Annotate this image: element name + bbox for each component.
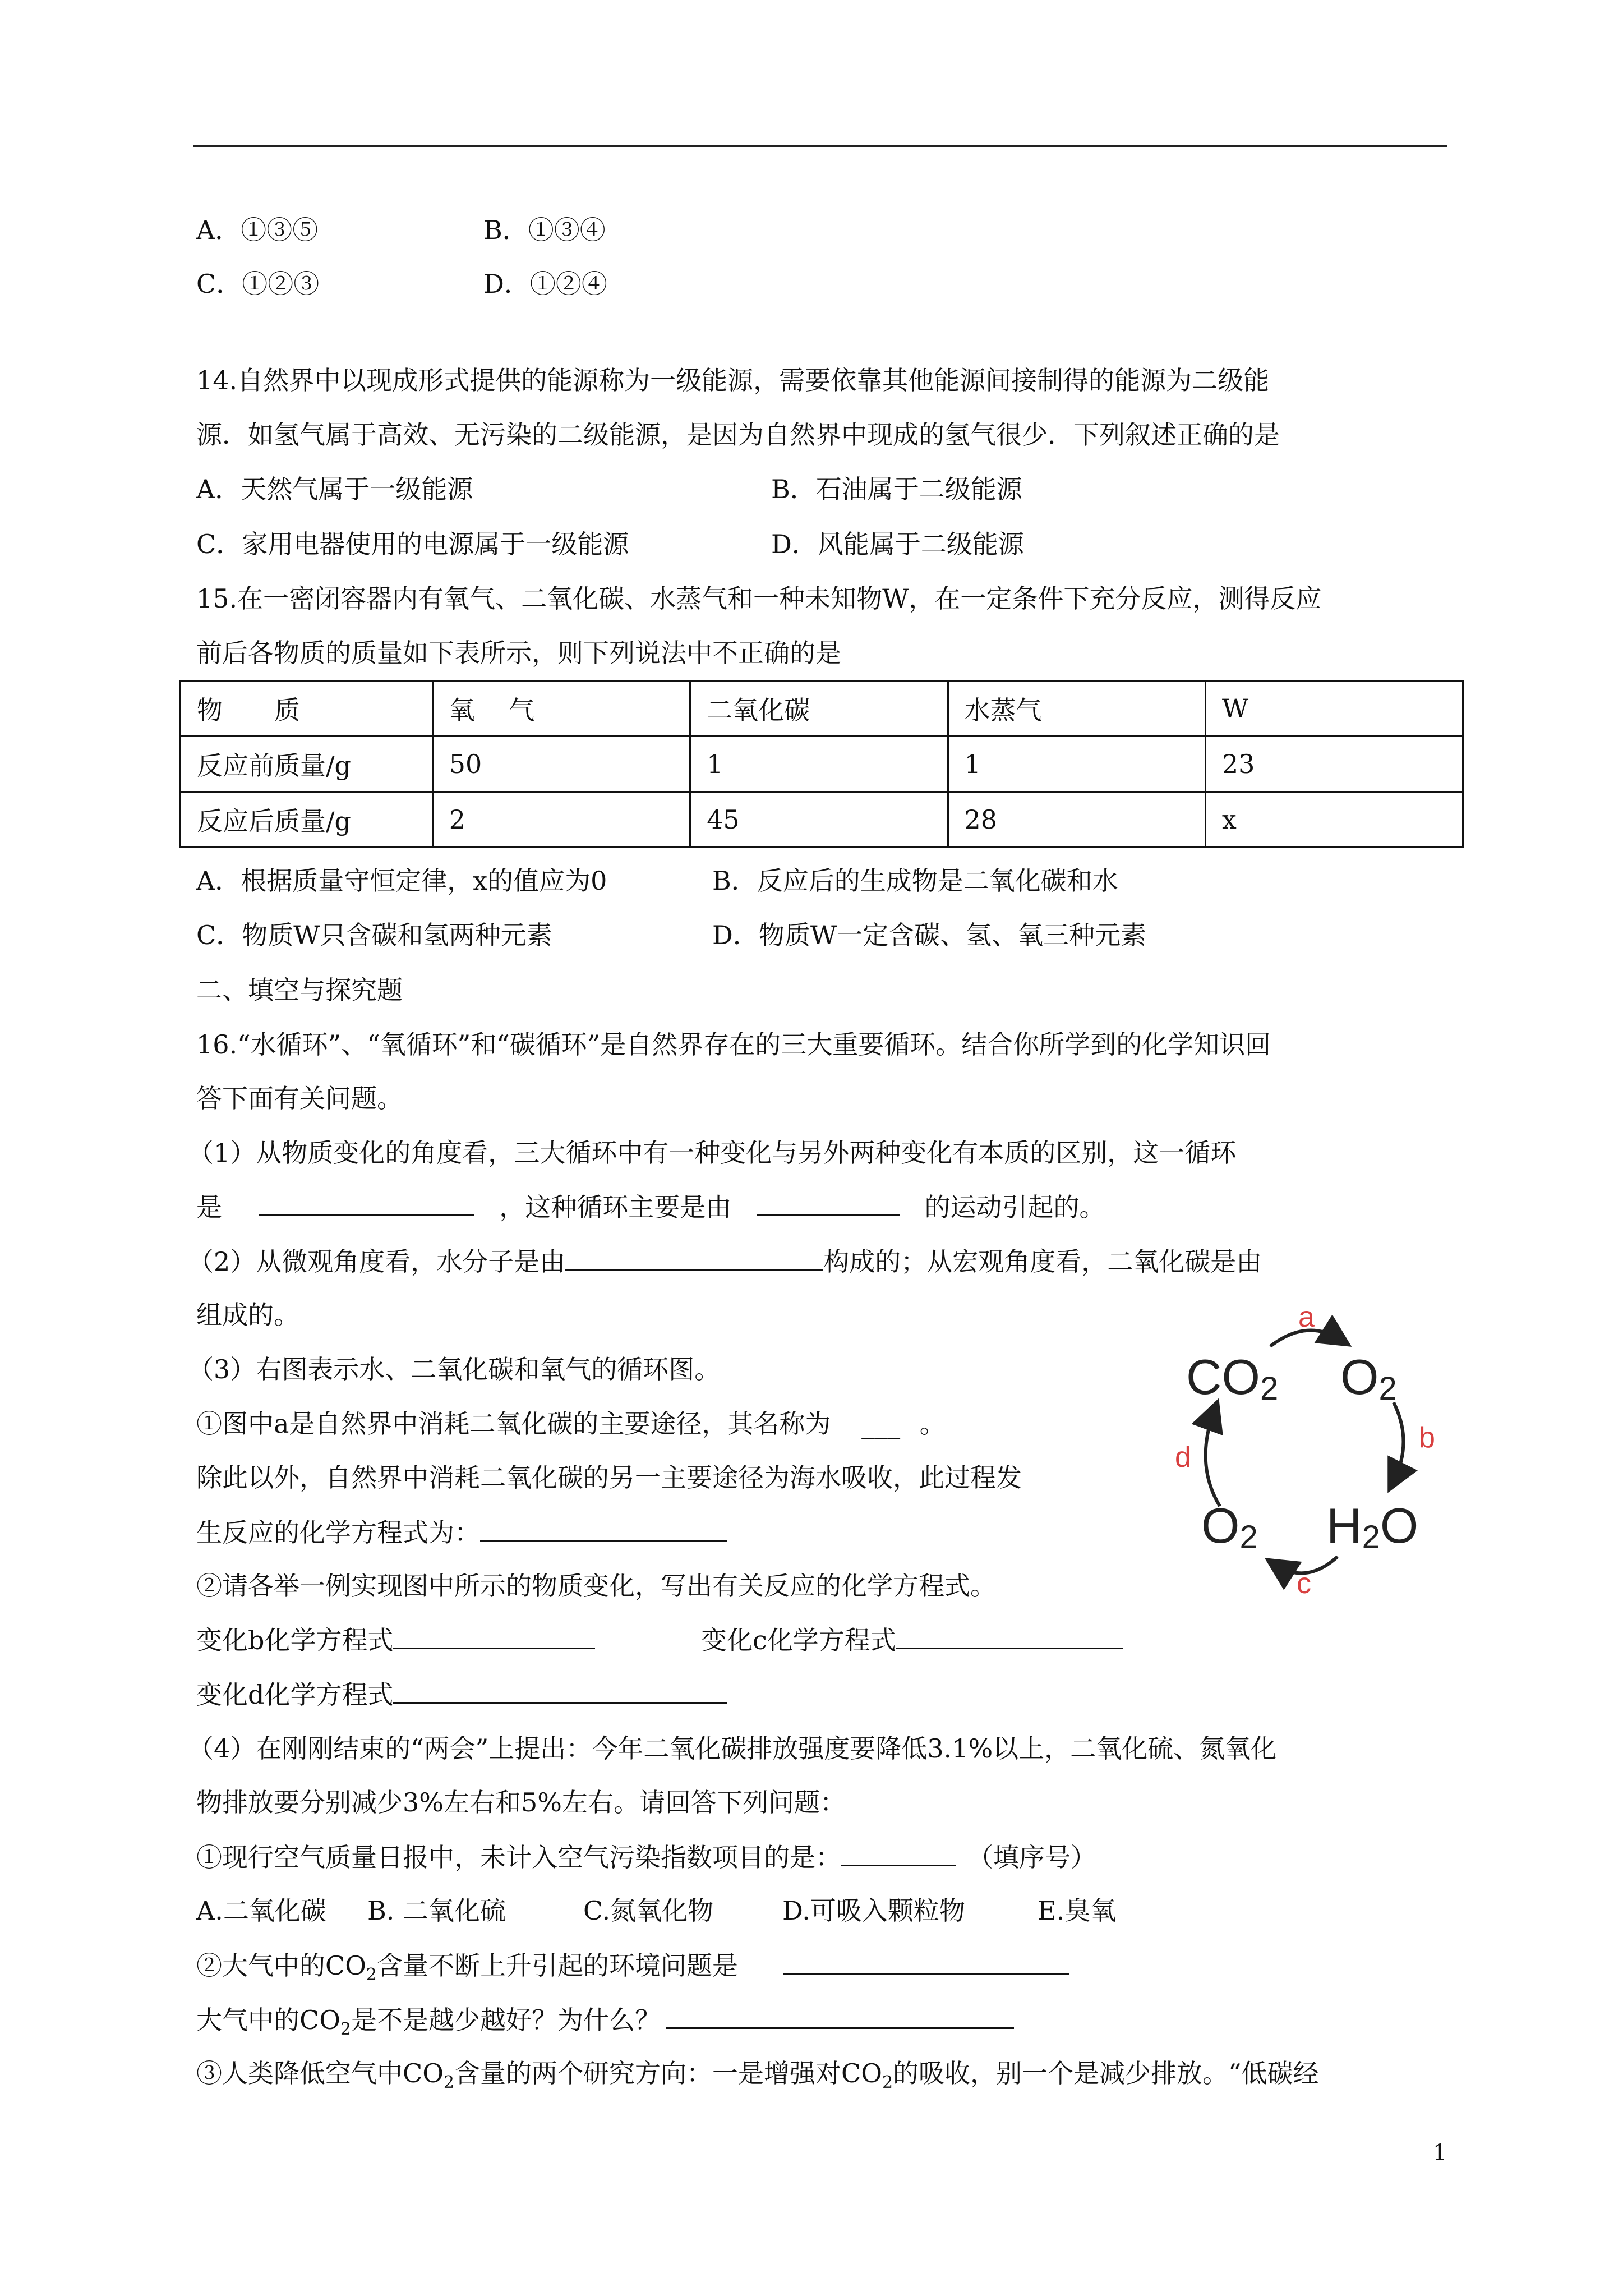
table-cell: 1 (690, 737, 948, 792)
subscript: 2 (340, 2019, 352, 2040)
q13-option-c: C．①②③ (196, 269, 320, 299)
answer-blank[interactable] (841, 1840, 956, 1866)
q16-part4-line2: 物排放要分别减少3%左右和5%左右。请回答下列问题： (196, 1787, 846, 1818)
mass-table (179, 680, 1464, 848)
text-segment: ①图中a是自然界中消耗二氧化碳的主要途径，其名称为 (196, 1409, 831, 1439)
text-segment: （填序号） (967, 1842, 1096, 1872)
q15-option-c: C．物质W只含碳和氢两种元素 (196, 920, 552, 950)
text-segment: 大气中的CO (196, 2005, 340, 2035)
section-title: 二、填空与探究题 (196, 975, 403, 1005)
q14-option-a: A．天然气属于一级能源 (196, 474, 473, 504)
label-c: c (1297, 1567, 1311, 1599)
q16-part3-line2 (196, 1407, 946, 1441)
q15-stem-line1: 15.在一密闭容器内有氧气、二氧化碳、水蒸气和一种未知物W，在一定条件下充分反应，测得反应 (196, 583, 1322, 614)
h2o-label: H2O (1326, 1498, 1419, 1556)
q16-part4-option-e: E.臭氧 (1038, 1895, 1117, 1926)
table-cell: 28 (948, 792, 1205, 848)
label-a: a (1298, 1301, 1315, 1333)
table-row (181, 737, 1463, 792)
answer-blank[interactable] (896, 1623, 1123, 1649)
q15-stem-line2: 前后各物质的质量如下表所示，则下列说法中不正确的是 (196, 638, 841, 668)
q16-part3-line3: 除此以外，自然界中消耗二氧化碳的另一主要途径为海水吸收，此过程发 (196, 1462, 1022, 1493)
answer-blank[interactable] (783, 1948, 1069, 1975)
q16-part2-line2: 组成的。 (196, 1300, 299, 1330)
text-segment: 变化b化学方程式 (196, 1625, 394, 1655)
table-header-cell: 水蒸气 (948, 681, 1205, 737)
answer-blank[interactable] (259, 1190, 474, 1216)
table-row (181, 792, 1463, 848)
table-cell: 50 (432, 737, 690, 792)
text-segment: 构成的；从宏观角度看，二氧化碳是由 (823, 1246, 1262, 1277)
co2-label: CO2 (1186, 1349, 1279, 1407)
text-segment: 变化c化学方程式 (701, 1625, 896, 1655)
text-segment: 含量的两个研究方向：一是增强对CO (454, 2058, 882, 2088)
o2-bottom-label: O2 (1201, 1498, 1258, 1556)
page-number: 1 (1433, 2140, 1447, 2166)
text-segment: ②大气中的CO (196, 1950, 366, 1981)
subscript: 2 (882, 2073, 893, 2093)
label-d: d (1175, 1441, 1191, 1474)
table-header-cell: 氧 气 (432, 681, 690, 737)
answer-blank[interactable] (480, 1515, 727, 1542)
q16-part3-change-c (701, 1623, 1123, 1657)
q16-part3-change-b (196, 1623, 595, 1657)
table-header-cell: 二氧化碳 (690, 681, 948, 737)
text-segment: ③人类降低空气中CO (196, 2058, 444, 2088)
answer-blank[interactable] (393, 1623, 595, 1649)
q16-part4-option-d: D.可吸入颗粒物 (782, 1895, 965, 1926)
q16-part4-line6 (196, 2003, 1014, 2046)
table-cell: 45 (690, 792, 948, 848)
text-segment: ①现行空气质量日报中，未计入空气污染指数项目的是： (196, 1842, 841, 1872)
q16-part2-line1 (188, 1244, 1262, 1278)
text-segment: 生反应的化学方程式为： (196, 1517, 480, 1548)
q14-option-d: D．风能属于二级能源 (771, 529, 1024, 559)
cycle-diagram (1172, 1296, 1441, 1599)
table-cell: x (1205, 792, 1463, 848)
arrow-d (1206, 1411, 1220, 1506)
q16-stem-line2: 答下面有关问题。 (196, 1083, 403, 1114)
table-header-cell: 物 质 (181, 681, 433, 737)
q16-part1-line2 (196, 1190, 1105, 1224)
text-segment: 的运动引起的。 (924, 1192, 1105, 1222)
q16-stem-line1: 16.“水循环”、“氧循环”和“碳循环”是自然界存在的三大重要循环。结合你所学到的化学知识回 (196, 1029, 1271, 1060)
q13-option-d: D．①②④ (483, 269, 607, 299)
subscript: 2 (366, 1965, 377, 1985)
text-segment: 。 (919, 1409, 946, 1439)
q16-part4-line5 (196, 1948, 1069, 1992)
q16-part4-option-a: A.二氧化碳 (196, 1895, 326, 1926)
q16-part3-line4 (196, 1515, 727, 1549)
q16-part4-option-b: B. 二氧化硫 (367, 1895, 506, 1926)
text-segment: ，这种循环主要是由 (499, 1192, 732, 1222)
q14-option-b: B．石油属于二级能源 (771, 474, 1022, 504)
q13-option-a: A．①③⑤ (196, 215, 319, 245)
text-segment: 是不是越少越好？为什么？ (351, 2005, 661, 2035)
q16-part3-change-d (196, 1677, 727, 1711)
table-cell: 反应前质量/g (181, 737, 433, 792)
q15-option-d: D．物质W一定含碳、氢、氧三种元素 (712, 920, 1147, 950)
q16-part4-line1: （4）在刚刚结束的“两会”上提出：今年二氧化碳排放强度要降低3.1%以上，二氧化硫、氮氧化 (188, 1733, 1277, 1764)
text-segment: 的吸收，别一个是减少排放。“低碳经 (893, 2058, 1319, 2088)
q16-part3-line5: ②请各举一例实现图中所示的物质变化，写出有关反应的化学方程式。 (196, 1571, 996, 1601)
q16-part3-line1: （3）右图表示水、二氧化碳和氧气的循环图。 (188, 1354, 721, 1384)
q15-option-b: B．反应后的生成物是二氧化碳和水 (712, 866, 1118, 896)
q14-stem-line2: 源．如氢气属于高效、无污染的二级能源，是因为自然界中现成的氢气很少．下列叙述正确的是 (196, 420, 1280, 450)
text-segment: 是 (196, 1192, 222, 1222)
answer-blank[interactable] (393, 1677, 727, 1704)
q16-part4-line3 (196, 1840, 1096, 1874)
q15-option-a: A．根据质量守恒定律，x的值应为0 (196, 866, 607, 896)
q16-part1-line1: （1）从物质变化的角度看，三大循环中有一种变化与另外两种变化有本质的区别，这一循环 (188, 1138, 1237, 1168)
label-b: b (1419, 1421, 1435, 1454)
table-cell: 反应后质量/g (181, 792, 433, 848)
table-cell: 2 (432, 792, 690, 848)
text-segment: （2）从微观角度看，水分子是由 (188, 1246, 566, 1277)
text-segment: 含量不断上升引起的环境问题是 (377, 1950, 739, 1981)
header-rule (193, 145, 1447, 147)
table-header-row (181, 681, 1463, 737)
q13-option-b: B．①③④ (483, 215, 606, 245)
q14-stem-line1: 14.自然界中以现成形式提供的能源称为一级能源，需要依靠其他能源间接制得的能源为二级能 (196, 365, 1270, 395)
arrow-b (1394, 1402, 1404, 1481)
text-segment: 变化d化学方程式 (196, 1680, 394, 1710)
q16-part4-option-c: C.氮氧化物 (583, 1895, 714, 1926)
q14-option-c: C．家用电器使用的电源属于一级能源 (196, 529, 629, 559)
subscript: 2 (443, 2073, 455, 2093)
table-cell: 1 (948, 737, 1205, 792)
q16-part4-line7 (196, 2056, 1319, 2100)
table-cell: 23 (1205, 737, 1463, 792)
o2-top-label: O2 (1340, 1349, 1397, 1407)
answer-blank[interactable] (666, 2003, 1014, 2029)
answer-blank[interactable] (565, 1244, 823, 1271)
answer-blank[interactable]: ___ (861, 1409, 901, 1439)
answer-blank[interactable] (757, 1190, 900, 1216)
table-header-cell: W (1205, 681, 1463, 737)
